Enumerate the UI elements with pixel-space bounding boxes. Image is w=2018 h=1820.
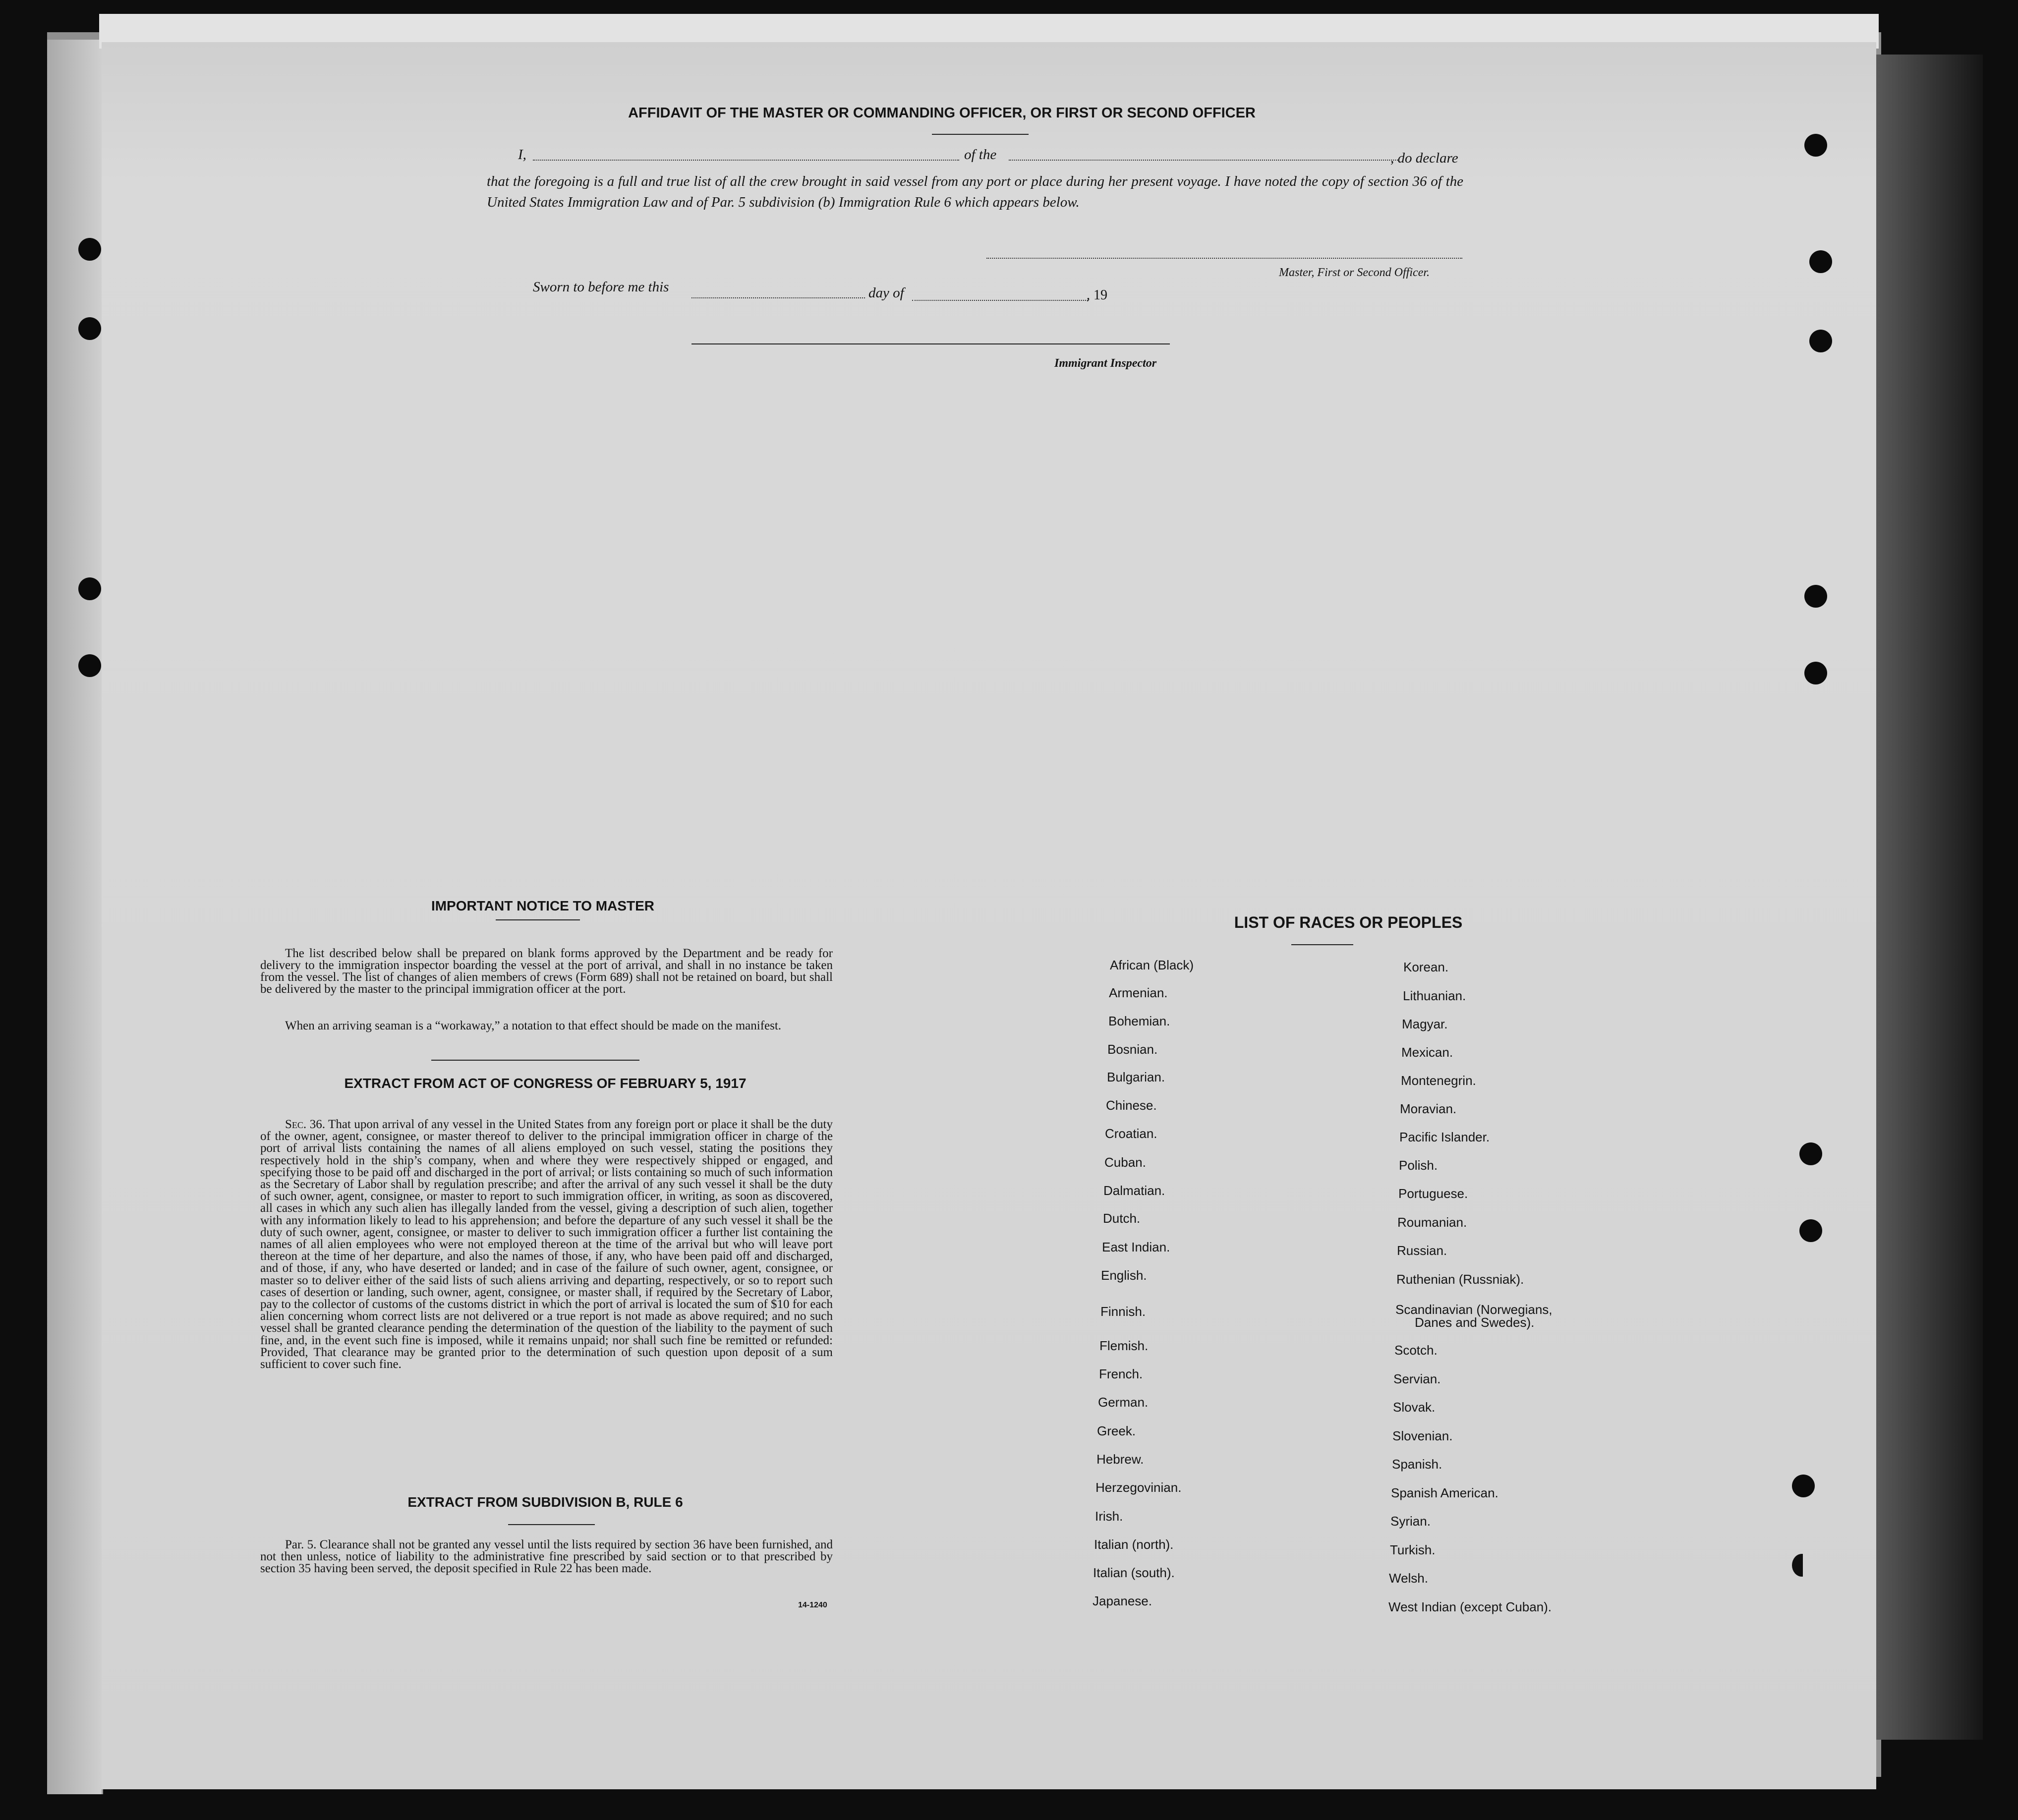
race-item: Cuban. [1104,1155,1146,1170]
race-item: German. [1098,1395,1149,1410]
page-edge-left [47,40,103,1794]
master-signature-label: Master, First or Second Officer. [1279,266,1430,279]
race-item: Slovenian. [1392,1428,1453,1443]
race-item: African (Black) [1110,958,1194,972]
affidavit-title: AFFIDAVIT OF THE MASTER OR COMMANDING OFFICER, OR FIRST OR SECOND OFFICER [628,105,1256,121]
race-item: East Indian. [1102,1240,1170,1254]
race-item: French. [1099,1366,1143,1381]
race-item: Korean. [1403,960,1449,974]
race-item: West Indian (except Cuban). [1388,1599,1552,1614]
race-item: Flemish. [1099,1338,1149,1353]
race-item: Welsh. [1389,1571,1428,1586]
sworn-label: Sworn to before me this [533,279,669,295]
section-label: Sec. 36. [285,1118,325,1131]
punch-hole-icon [1792,1475,1815,1497]
race-item: English. [1101,1268,1147,1283]
race-item: Scandinavian (Norwegians, [1395,1302,1553,1317]
race-item: Portuguese. [1398,1186,1468,1201]
notice-rule [496,919,580,920]
race-item: Bohemian. [1108,1014,1170,1028]
race-item: Montenegrin. [1401,1073,1476,1088]
punch-hole-icon [1809,250,1832,273]
punch-hole-icon [1809,330,1832,352]
section-36-text [260,1119,833,1370]
race-item: Hebrew. [1096,1452,1144,1467]
form-number: 14-1240 [798,1601,827,1609]
punch-hole-icon [1804,585,1827,608]
race-item: Croatian. [1105,1126,1157,1141]
races-title: LIST OF RACES OR PEOPLES [1234,913,1463,931]
section-body: That upon arrival of any vessel in the United States from any foreign port or place it shall be the duty of the owner, agent, consignee, or master thereof to deliver to the principal immigration officer in charge of the port of arrival lists containing the names of all aliens employed on such vessel, stating the positions they respectively hold in the ship’s company, when and where they were respectively shipped or engaged, and specifying those to be paid off and discharged in the port of arrival; or lists containing so much of such information as the Secretary of Labor shall by regulation prescribe; and after the arrival of any such vessel it shall be the duty of such owner, agent, consignee, or master to report to such immigration officer, in writing, as soon as discovered, all cases in which any such alien has illegally landed from the vessel, giving a description of such alien, together with any information likely to lead to his apprehension; and before the departure of any such vessel it shall be the duty of such owner, agent, consignee, or master to deliver to such immigration officer a further list containing the names of all alien employees who were not employed thereon at the time of the arrival but who will leave port thereon at the time of her departure, and also the names of those, if any, who have been paid off and discharged, and of those, if any, who have deserted or landed; and in case of the failure of such owner, agent, consignee, or master so to deliver either of the said lists of such aliens arriving and departing, respectively, or so to report such cases of desertion or landing, such owner, agent, consignee, or master shall, if required by the Secretary of Labor, pay to the collector of customs of the customs district in which the port of arrival is located the sum of $10 for each alien concerning whom correct lists are not delivered or a true report is not made as above required; and no such vessel shall be granted clearance pending the determination of the question of the liability to the payment of such fine, and, in the event such fine is imposed, while it remains unpaid; nor shall such fine be remitted or refunded: Provided, That clearance may be granted prior to the determination of such question upon deposit of a sum sufficient to cover such fine. [260,1118,833,1371]
race-item: Magyar. [1402,1017,1448,1031]
race-item: Syrian. [1390,1514,1431,1529]
race-item: Polish. [1399,1158,1438,1173]
race-item: Greek. [1097,1423,1136,1438]
race-item: Slovak. [1393,1400,1436,1415]
par-5-text: Par. 5. Clearance shall not be granted any vessel until the lists required by section 36 have been furnished, and not then unless, notice of liability to the administrative fine prescribed by said section or to that prescribed by section 35 having been served, the deposit specified in Rule 22 has been made. [260,1538,833,1575]
manifest-page [102,42,1876,1789]
rule-extract-title: EXTRACT FROM SUBDIVISION B, RULE 6 [407,1494,683,1510]
sworn-month-field[interactable] [912,300,1088,301]
day-of-label: day of [868,285,904,301]
race-item: Roumanian. [1397,1215,1467,1230]
race-item: Danes and Swedes). [1415,1315,1535,1330]
binder-hole-icon [78,577,101,600]
race-item: Lithuanian. [1403,988,1466,1003]
race-item: Spanish American. [1391,1485,1499,1500]
punch-hole-icon [1799,1142,1822,1165]
notice-paragraph-2: When an arriving seaman is a “workaway,” a notation to that effect should be made on the manifest. [285,1019,782,1032]
race-item: Finnish. [1100,1304,1146,1319]
rule-rule [508,1524,595,1525]
race-item: Herzegovinian. [1095,1480,1182,1495]
race-item: Bulgarian. [1107,1070,1165,1084]
race-item: Bosnian. [1107,1042,1158,1057]
punch-hole-icon [1804,662,1827,684]
race-item: Dalmatian. [1103,1183,1165,1198]
race-item: Spanish. [1392,1457,1442,1472]
races-rule [1291,944,1353,945]
act-extract-title: EXTRACT FROM ACT OF CONGRESS OF FEBRUARY 5, 1917 [344,1076,747,1091]
binder-hole-icon [78,238,101,261]
race-item: Armenian. [1109,985,1168,1000]
declarant-name-field[interactable] [533,160,959,161]
race-item: Turkish. [1390,1542,1436,1557]
race-item: Irish. [1095,1509,1123,1524]
binder-hole-icon [78,317,101,340]
race-item: Ruthenian (Russniak). [1396,1272,1524,1287]
punch-hole-icon [1804,134,1827,157]
inspector-label: Immigrant Inspector [1054,357,1157,370]
declarant-label: I, [518,147,526,163]
race-item: Chinese. [1106,1098,1157,1113]
race-item: Dutch. [1103,1211,1141,1226]
do-declare-label: , do declare [1390,150,1458,166]
inspector-signature-field[interactable] [692,343,1170,344]
race-item: Italian (north). [1094,1537,1174,1552]
notice-title: IMPORTANT NOTICE TO MASTER [431,898,655,913]
race-item: Japanese. [1093,1593,1152,1608]
race-item: Moravian. [1400,1101,1457,1116]
half-punch-hole-icon [1792,1554,1812,1577]
punch-hole-icon [1799,1219,1822,1242]
race-item: Mexican. [1401,1045,1453,1060]
race-item: Scotch. [1394,1343,1438,1358]
sworn-day-field[interactable] [692,297,865,298]
race-item: Pacific Islander. [1399,1130,1490,1144]
binder-hole-icon [78,654,101,677]
year-label: , 19 [1087,287,1107,303]
notice-paragraph-1: The list described below shall be prepared on blank forms approved by the Department and be ready for delivery to the immigration inspector boarding the vessel at the port of arrival, and shall in no instance be taken from the vessel. The list of changes of alien members of crews (Form 689) shall not be retained on board, but shall be delivered by the master to the principal immigration officer at the port. [260,947,833,996]
race-item: Russian. [1397,1243,1447,1258]
vessel-name-field[interactable] [1009,160,1398,161]
race-item: Servian. [1393,1371,1441,1386]
race-item: Italian (south). [1093,1565,1175,1580]
section-rule [431,1060,639,1061]
affidavit-paragraph: that the foregoing is a full and true list of all the crew brought in said vessel from any port or place during her present voyage. I have noted the copy of section 36 of the United States Immigration Law and of Par. 5 subdivision (b) Immigration Rule 6 which appears below. [487,173,1463,210]
master-signature-field[interactable] [986,258,1462,259]
vessel-of-label: of the [964,147,997,163]
title-rule [932,134,1029,135]
